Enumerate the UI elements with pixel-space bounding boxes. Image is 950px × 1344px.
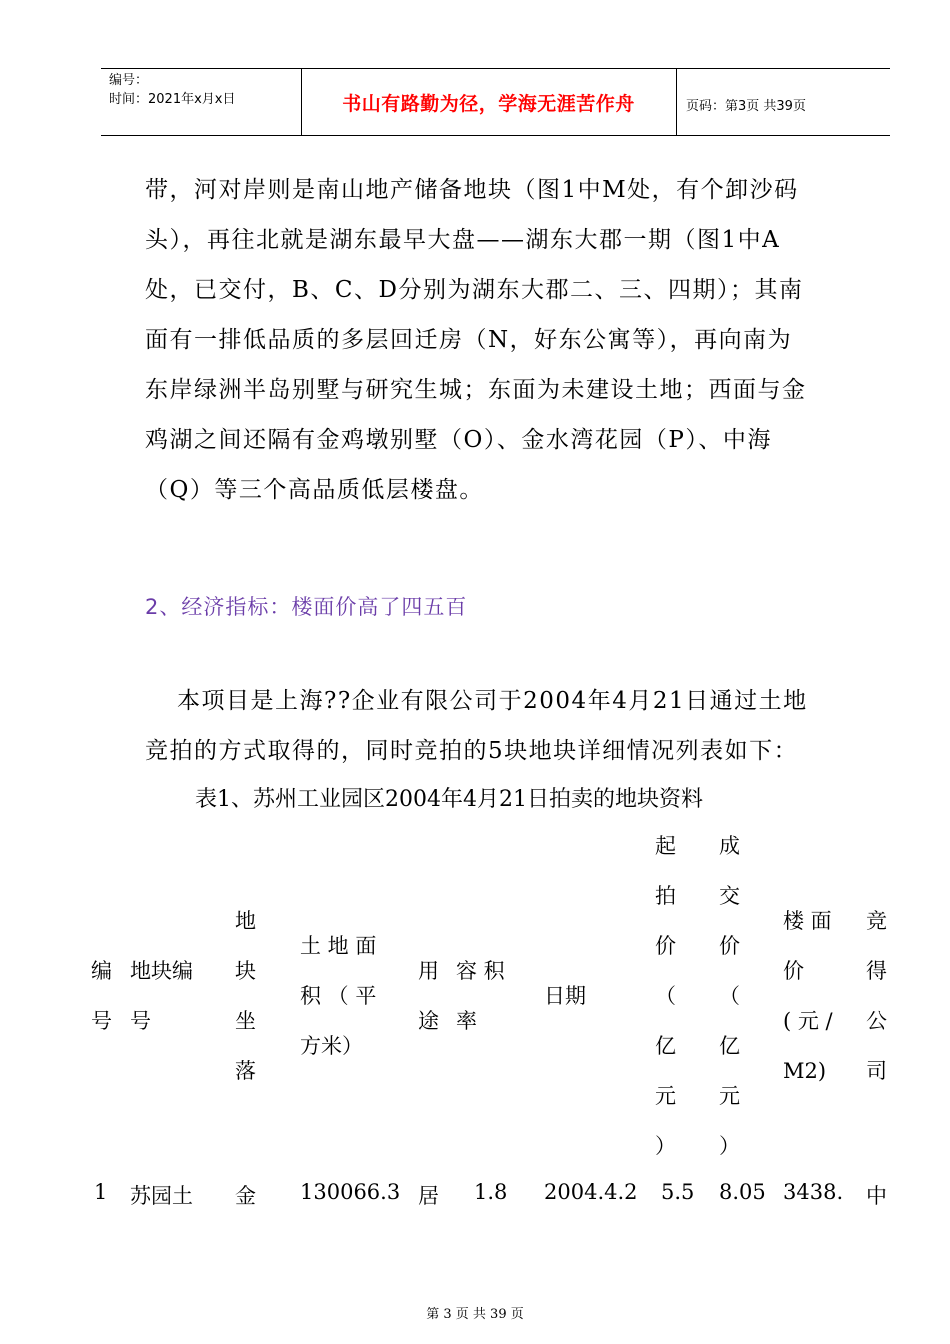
paragraph-line: 竞拍的方式取得的，同时竞拍的5块地块详细情况列表如下： bbox=[145, 738, 799, 764]
paragraph-line: 面有一排低品质的多层回迁房（N，好东公寓等），再向南为 bbox=[145, 327, 793, 353]
time-label: 时间：2021年x月x日 bbox=[109, 92, 236, 107]
cell-area: 130066.3 bbox=[300, 1180, 401, 1204]
paragraph-line: 东岸绿洲半岛别墅与研究生城；东面为未建设土地；西面与金 bbox=[145, 377, 807, 403]
header-far: 容 积 率 bbox=[456, 959, 505, 1033]
paragraph-line: 本项目是上海??企业有限公司于2004年4月21日通过土地 bbox=[177, 688, 808, 714]
header-winner: 竞 得 公 司 bbox=[866, 909, 887, 1083]
header-divider bbox=[676, 69, 677, 135]
page-footer: 第 3 页 共 39 页 bbox=[426, 1307, 524, 1322]
header-deal-price: 成 交 价 （ 亿 元 ） bbox=[719, 834, 740, 1158]
header-start-price: 起 拍 价 （ 亿 元 ） bbox=[655, 834, 676, 1158]
cell-location: 金 bbox=[235, 1184, 256, 1208]
header-meta bbox=[109, 71, 235, 109]
section-heading: 2、经济指标：楼面价高了四五百 bbox=[145, 595, 468, 619]
cell-date: 2004.4.2 bbox=[544, 1180, 638, 1204]
cell-use: 居 bbox=[418, 1184, 439, 1208]
header-motto: 书山有路勤为径，学海无涯苦作舟 bbox=[342, 93, 635, 115]
serial-label: 编号： bbox=[109, 73, 149, 88]
cell-start-price: 5.5 bbox=[661, 1180, 695, 1204]
paragraph-line: 带，河对岸则是南山地产储备地块（图1中M处，有个卸沙码 bbox=[145, 177, 799, 203]
cell-winner: 中 bbox=[866, 1184, 887, 1208]
header-area: 土 地 面 积 （ 平 方米） bbox=[300, 934, 377, 1058]
header-location: 地 块 坐 落 bbox=[235, 909, 256, 1083]
paragraph-line: 头），再往北就是湖东最早大盘——湖东大郡一期（图1中A bbox=[145, 227, 781, 253]
cell-floor-price: 3438. bbox=[783, 1180, 844, 1204]
cell-no: 1 bbox=[94, 1180, 108, 1204]
paragraph-line: （Q）等三个高品质低层楼盘。 bbox=[145, 477, 484, 503]
header-date: 日期 bbox=[544, 984, 586, 1008]
table-caption: 表1、苏州工业园区2004年4月21日拍卖的地块资料 bbox=[195, 787, 703, 812]
header-no: 编 号 bbox=[91, 959, 112, 1033]
header-plot-no: 地块编 号 bbox=[130, 959, 193, 1033]
paragraph-line: 鸡湖之间还隔有金鸡墩别墅（O）、金水湾花园（P）、中海 bbox=[145, 427, 772, 453]
cell-plot-no: 苏园土 bbox=[130, 1184, 193, 1208]
cell-far: 1.8 bbox=[474, 1180, 508, 1204]
page-header bbox=[101, 68, 890, 136]
cell-deal-price: 8.05 bbox=[719, 1180, 766, 1204]
header-page-label: 页码：第3页 共39页 bbox=[686, 99, 806, 114]
paragraph-line: 处，已交付，B、C、D分别为湖东大郡二、三、四期）；其南 bbox=[145, 277, 804, 303]
header-use: 用 途 bbox=[418, 959, 439, 1033]
header-floor-price: 楼 面 价 ( 元 / M2) bbox=[783, 909, 833, 1083]
